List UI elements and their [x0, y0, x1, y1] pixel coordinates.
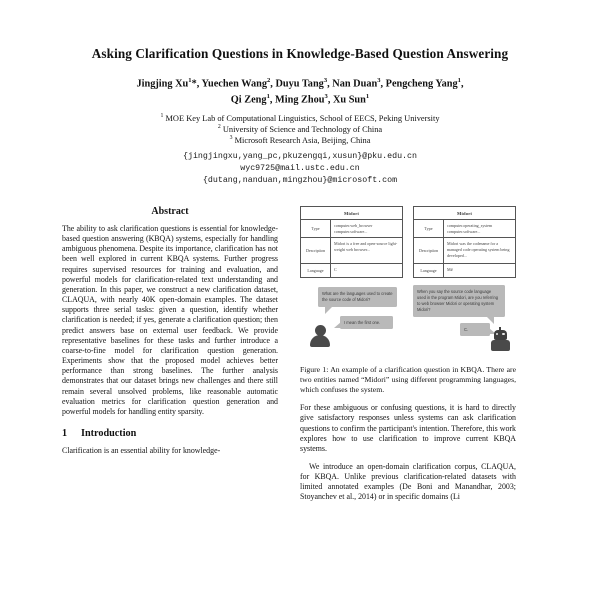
kb-field-value: computer.operating_system computer.software...: [447, 222, 493, 234]
robot-head-shape: [494, 330, 507, 340]
email-line-1: {jingjingxu,yang_pc,pkuzengqi,xusun}@pku.edu.cn: [182, 152, 417, 162]
author-affil-marker: 2: [267, 76, 271, 84]
kb-field-value: Midori was the codename for a managed code operating system being developed...: [447, 240, 510, 258]
kb-field-key: Language: [414, 264, 444, 277]
right-column: [300, 206, 516, 600]
figure-caption: [300, 365, 516, 395]
kb-entity-title: Midori: [414, 207, 515, 220]
author-affil-marker: 1: [365, 92, 370, 100]
user-avatar-icon: [310, 325, 330, 349]
author-list: [62, 76, 538, 108]
author-affil-marker: 3: [377, 76, 381, 84]
affiliation-text: MOE Key Lab of Computational Linguistics, School of EECS, Peking University: [165, 113, 440, 123]
kb-table-web-browser: [300, 206, 403, 278]
affiliation-3: [62, 135, 538, 146]
title-block: [0, 0, 600, 187]
system-answer-bubble: C.: [460, 323, 490, 336]
author-affil-marker: 1: [188, 76, 192, 84]
author-affil-marker: 3: [323, 76, 328, 84]
kb-row: [414, 220, 515, 238]
kb-row: [414, 264, 515, 277]
introduction-first-line: Clarification is an essential ability for knowledge-: [62, 445, 221, 455]
kb-field-key: Description: [414, 238, 444, 263]
abstract-heading: Abstract: [151, 206, 189, 217]
author-affil-marker: 3: [324, 92, 328, 100]
right-column-paragraph-2: We introduce an open-domain clarification corpus, CLAQUA, for KBQA. Unlike previous clarification-related datasets with limited annotated examples (De Boni and Manandhar, 2003; Stoyanchev et al., 2014) or in specific domains (Li: [300, 462, 516, 502]
kb-table-operating-system: [413, 206, 516, 278]
section-number: 1: [62, 427, 68, 439]
affiliation-marker: 3: [229, 135, 233, 142]
user-feedback-bubble: I mean the first one.: [340, 316, 393, 329]
kb-field-value: C: [334, 266, 337, 272]
email-block: [62, 151, 538, 187]
page-title: Asking Clarification Questions in Knowledge-Based Question Answering: [91, 46, 509, 61]
kb-field-key: Type: [414, 220, 444, 237]
kb-row: [414, 238, 515, 264]
user-body-shape: [310, 335, 330, 347]
figure-dialogue: [300, 285, 516, 359]
figure-kb-tables: [300, 206, 516, 278]
robot-avatar-icon: [490, 327, 510, 350]
kb-field-value: computer.web_browser computer.software...: [334, 222, 373, 234]
figure-caption-label: Figure 1:: [300, 365, 329, 375]
kb-row: [301, 264, 402, 277]
kb-field-value: Midori is a free and open-source light-weight web browser...: [334, 240, 398, 252]
author-line-1: Jingjing Xu$^1$*, Yuechen Wang$^2$, Duyu Tang$^3$, Nan Duan$^3$, Pengcheng Yang$^1$,: [136, 76, 464, 89]
two-column-body: [0, 206, 600, 600]
email-line-2: wyc9725@mail.ustc.edu.cn: [240, 164, 360, 174]
paragraph-spacer: [300, 454, 516, 462]
affiliation-marker: 2: [217, 124, 221, 131]
section-title: Introduction: [81, 427, 137, 439]
author-line-2: Qi Zeng$^1$, Ming Zhou$^3$, Xu Sun$^1$: [230, 92, 370, 105]
user-question-bubble: What are the languages used to create the source code of Midori?: [318, 287, 397, 306]
affiliation-marker: 1: [160, 112, 164, 119]
kb-field-key: Type: [301, 220, 331, 237]
kb-entity-title: Midori: [301, 207, 402, 220]
kb-field-key: Description: [301, 238, 331, 263]
figure-caption-text: An example of a clarification question in KBQA. There are two entities named “Midori” using different programming languages, which confuses the system.: [300, 365, 516, 395]
figure-1: [300, 206, 516, 395]
abstract-text: The ability to ask clarification questions is essential for knowledge-based question answering (KBQA) systems, especially for handling ambiguous phenomena. Despite its importance, clarification has not been well explored in current KBQA systems. Further progress requires supervised resources for training and evaluation, and powerful models for clarification-related text understanding and generation. In this paper, we construct a new clarification dataset, CLAQUA, with nearly 40K open-domain examples. The dataset supports three serial tasks: given a question, identify whether clarification is needed; if yes, generate a clarification question; then predict answers base on external user feedback. We provide representative baselines for these tasks and further introduce a coarse-to-fine model for clarification question generation. Experiments show that the proposed model achieves better performance than strong baselines. The further analysis demonstrates that our dataset brings new challenges and there still remain several unsolved problems, like reasonable automatic evaluation metrics for clarification question generation and powerful models for handling entity sparsity.: [62, 224, 278, 416]
left-column: [62, 206, 278, 600]
robot-body-shape: [491, 340, 510, 351]
author-affil-marker: 1: [266, 92, 270, 100]
affiliation-text: Microsoft Research Asia, Beijing, China: [234, 136, 371, 146]
affiliation-2: [62, 124, 538, 135]
kb-row: [301, 220, 402, 238]
affiliation-text: University of Science and Technology of China: [222, 124, 383, 134]
affiliation-1: [62, 113, 538, 124]
kb-field-key: Language: [301, 264, 331, 277]
section-heading-introduction: [62, 428, 278, 439]
kb-row: [301, 238, 402, 264]
system-clarification-bubble: When you say the source code language used in the program Midori, are you referring to web browser Midori or operating system Midori?: [413, 285, 505, 317]
paragraph-spacer: [300, 395, 516, 403]
kb-field-value: M#: [447, 266, 453, 272]
author-affil-marker: 1: [457, 76, 461, 84]
right-column-paragraph-1: For these ambiguous or confusing questions, it is hard to directly give satisfactory responses unless systems can ask clarification questions to confirm the participant's intention. Therefore, this work explores how to use clarification to improve current KBQA systems.: [300, 403, 516, 453]
email-line-3: {dutang,nanduan,mingzhou}@microsoft.com: [202, 176, 398, 186]
